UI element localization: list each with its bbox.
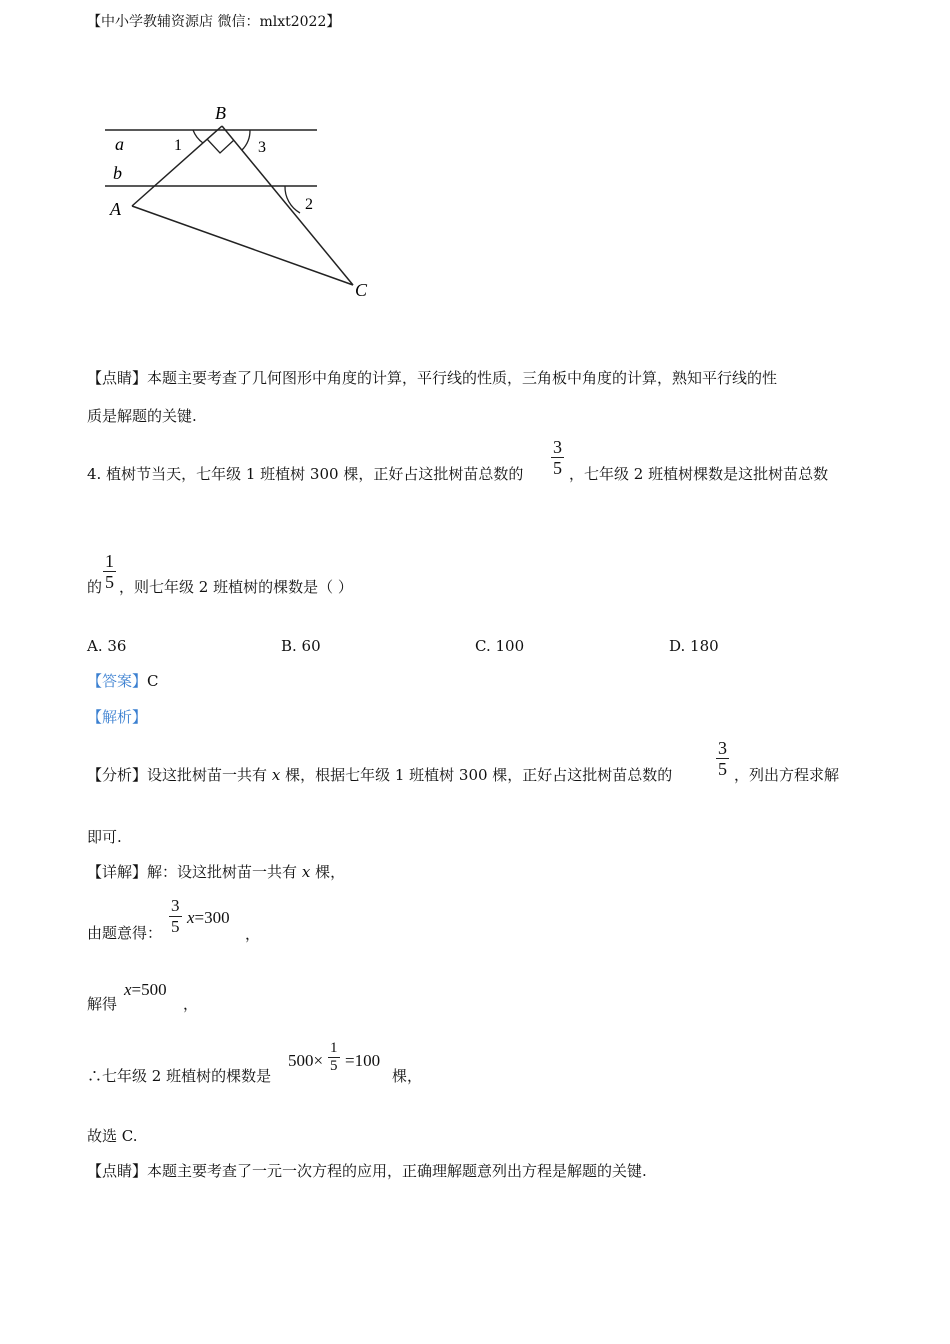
fraction-denominator: 5 — [330, 1058, 338, 1074]
analysis-fraction-3-5 — [716, 738, 729, 779]
angle-3-arc — [242, 130, 250, 150]
equation3-a: 500× — [288, 1051, 324, 1070]
equation1-expression — [187, 908, 230, 928]
question-fraction-3-5 — [551, 437, 564, 478]
hint1-text1: 本题主要考查了几何图形中角度的计算，平行线的性质，三角板中角度的计算，熟知平行线的性 — [147, 369, 778, 387]
hint2-text: 本题主要考查了一元一次方程的应用，正确理解题意列出方程是解题的关键. — [147, 1162, 647, 1180]
geometry-figure — [95, 95, 395, 310]
fraction-denominator: 5 — [553, 458, 562, 478]
fraction-denominator: 5 — [718, 759, 727, 779]
equation3-fraction — [328, 1040, 340, 1075]
hint2-tag: 【点睛】 — [87, 1162, 148, 1180]
detail-var: x — [301, 863, 311, 881]
detail-text1: 解：设这批树苗一共有 — [147, 863, 298, 881]
label-line-b: b — [113, 163, 122, 183]
equation1-var: x — [187, 908, 195, 927]
equation3-pre: ∴七年级 2 班植树的棵数是 — [87, 1067, 272, 1085]
equation1-pre: 由题意得： — [87, 924, 163, 942]
hint1-line2: 质是解题的关键. — [87, 407, 197, 425]
angle-1-arc — [193, 130, 203, 143]
label-angle-1: 1 — [174, 137, 182, 154]
label-b-point: B — [215, 103, 226, 123]
analysis-section-tag: 【解析】 — [87, 708, 148, 726]
angle-2-arc — [285, 186, 300, 213]
option-b[interactable]: B. 60 — [281, 637, 321, 655]
analysis-tag: 【分析】 — [87, 766, 148, 784]
question-fraction-1-5 — [103, 551, 116, 592]
equation2-pre: 解得 — [87, 995, 118, 1013]
answer-tag: 【答案】 — [87, 672, 148, 690]
question-text3-pre: 的 — [87, 578, 103, 596]
label-c-point: C — [355, 280, 368, 300]
equation1-post: ， — [245, 925, 261, 943]
question-text2: ，七年级 2 班植树棵数是这批树苗总数 — [569, 465, 829, 483]
detail-tag: 【详解】 — [87, 863, 148, 881]
question-text1: 4. 植树节当天，七年级 1 班植树 300 棵，正好占这批树苗总数的 — [87, 465, 524, 483]
hint2-line — [87, 1161, 647, 1181]
analysis-text2: 棵，根据七年级 1 班植树 300 棵，正好占这批树苗总数的 — [285, 766, 673, 784]
analysis-line1 — [87, 765, 672, 785]
hint1-line1 — [87, 368, 777, 388]
equation3-b: =100 — [345, 1051, 381, 1070]
detail-text2: 棵， — [315, 863, 346, 881]
question-line1 — [87, 464, 523, 484]
label-angle-3: 3 — [258, 139, 266, 156]
equation1-rest: =300 — [194, 908, 230, 927]
choose-line: 故选 C. — [87, 1127, 138, 1145]
label-angle-2: 2 — [305, 196, 313, 213]
question-text3-post: ，则七年级 2 班植树的棵数是（ ） — [119, 578, 353, 596]
analysis-var: x — [271, 766, 281, 784]
equation2-post: ， — [183, 995, 199, 1013]
answer-value: C — [147, 672, 159, 690]
fraction-denominator: 5 — [105, 572, 114, 592]
right-angle-mark — [207, 139, 234, 153]
fraction-numerator: 3 — [171, 896, 180, 915]
analysis-text1: 设这批树苗一共有 — [147, 766, 268, 784]
answer-line — [87, 671, 159, 691]
analysis-line2: 即可. — [87, 828, 122, 846]
label-line-a: a — [115, 134, 124, 154]
option-c[interactable]: C. 100 — [475, 637, 525, 655]
fraction-numerator: 3 — [718, 738, 727, 758]
equation3-post: 棵， — [392, 1067, 423, 1085]
fraction-numerator: 1 — [105, 551, 114, 571]
option-d[interactable]: D. 180 — [669, 637, 719, 655]
page-header: 【中小学教辅资源店 微信：mlxt2022】 — [87, 14, 341, 30]
equation2-expression — [124, 980, 167, 1000]
fraction-denominator: 5 — [171, 917, 180, 936]
option-a[interactable]: A. 36 — [87, 637, 127, 655]
hint1-tag: 【点睛】 — [87, 369, 148, 387]
fraction-numerator: 1 — [330, 1040, 338, 1056]
equation2-var: x — [124, 980, 132, 999]
label-a-point: A — [110, 199, 121, 219]
detail-line1 — [87, 862, 345, 882]
fraction-numerator: 3 — [553, 437, 562, 457]
equation2-rest: =500 — [131, 980, 167, 999]
equation1-fraction — [169, 896, 182, 937]
analysis-text3: ，列出方程求解 — [734, 766, 840, 784]
